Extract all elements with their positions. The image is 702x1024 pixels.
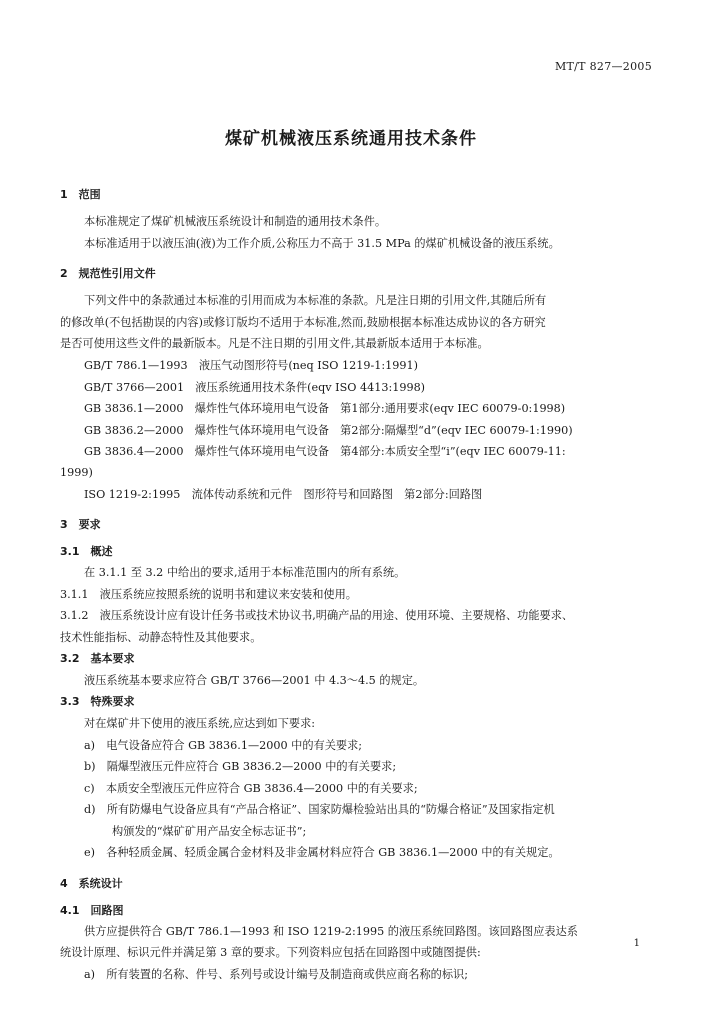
- reference-item: GB 3836.2—2000 爆炸性气体环境用电气设备 第2部分:隔爆型“d”(eqv IEC 60079-1:1990): [84, 424, 573, 437]
- section-4-1-paragraph: 供方应提供符合 GB/T 786.1—1993 和 ISO 1219-2:1995 的液压系统回路图。该回路图应表达系: [84, 925, 578, 938]
- clause-3-1-2: 技术性能指标、动静态特性及其他要求。: [60, 631, 262, 644]
- list-item: 构颁发的“煤矿矿用产品安全标志证书”;: [112, 825, 307, 838]
- section-3-2-heading: 3.2 基本要求: [60, 652, 135, 665]
- section-3-1-paragraph: 在 3.1.1 至 3.2 中给出的要求,适用于本标准范围内的所有系统。: [84, 566, 406, 579]
- page-title: 煤矿机械液压系统通用技术条件: [225, 129, 477, 149]
- list-item: c) 本质安全型液压元件应符合 GB 3836.4—2000 中的有关要求;: [84, 782, 418, 795]
- clause-3-1-1: 3.1.1 液压系统应按照系统的说明书和建议来安装和使用。: [60, 588, 357, 601]
- section-3-3-paragraph: 对在煤矿井下使用的液压系统,应达到如下要求:: [84, 717, 316, 730]
- list-item: d) 所有防爆电气设备应具有“产品合格证”、国家防爆检验站出具的“防爆合格证”及国家指定机: [84, 803, 555, 816]
- reference-item: ISO 1219-2:1995 流体传动系统和元件 图形符号和回路图 第2部分:回路图: [84, 488, 483, 501]
- list-item: e) 各种轻质金属、轻质金属合金材料及非金属材料应符合 GB 3836.1—2000 中的有关规定。: [84, 846, 560, 859]
- section-4-1-heading: 4.1 回路图: [60, 904, 124, 917]
- section-4-1-paragraph: 统设计原理、标识元件并满足第 3 章的要求。下列资料应包括在回路图中或随图提供:: [60, 946, 481, 959]
- list-item: a) 电气设备应符合 GB 3836.1—2000 中的有关要求;: [84, 739, 363, 752]
- section-1-heading: 1 范围: [60, 188, 101, 201]
- page-number: 1: [633, 938, 640, 949]
- section-2-paragraph: 的修改单(不包括勘误的内容)或修订版均不适用于本标准,然而,鼓励根据本标准达成协议的各方研究: [60, 316, 546, 329]
- section-1-paragraph: 本标准适用于以液压油(液)为工作介质,公称压力不高于 31.5 MPa 的煤矿机械设备的液压系统。: [84, 237, 560, 250]
- section-1-paragraph: 本标准规定了煤矿机械液压系统设计和制造的通用技术条件。: [84, 215, 387, 228]
- standard-code: MT/T 827—2005: [554, 60, 652, 73]
- reference-item: GB/T 3766—2001 液压系统通用技术条件(eqv ISO 4413:1998): [84, 381, 426, 394]
- section-3-2-paragraph: 液压系统基本要求应符合 GB/T 3766—2001 中 4.3～4.5 的规定。: [84, 674, 425, 687]
- list-item: a) 所有装置的名称、件号、系列号或设计编号及制造商或供应商名称的标识;: [84, 968, 468, 981]
- section-3-1-heading: 3.1 概述: [60, 545, 113, 558]
- reference-item: GB 3836.4—2000 爆炸性气体环境用电气设备 第4部分:本质安全型“i”(eqv IEC 60079-11:: [84, 445, 566, 458]
- section-2-paragraph: 是否可使用这些文件的最新版本。凡是不注日期的引用文件,其最新版本适用于本标准。: [60, 337, 489, 350]
- reference-item: 1999): [60, 466, 93, 479]
- reference-item: GB 3836.1—2000 爆炸性气体环境用电气设备 第1部分:通用要求(eqv IEC 60079-0:1998): [84, 402, 566, 415]
- section-3-3-heading: 3.3 特殊要求: [60, 695, 135, 708]
- section-3-heading: 3 要求: [60, 518, 101, 531]
- section-2-paragraph: 下列文件中的条款通过本标准的引用而成为本标准的条款。凡是注日期的引用文件,其随后所有: [84, 294, 547, 307]
- reference-item: GB/T 786.1—1993 液压气动图形符号(neq ISO 1219-1:1991): [84, 359, 419, 372]
- clause-3-1-2: 3.1.2 液压系统设计应有设计任务书或技术协议书,明确产品的用途、使用环境、主要规格、功能要求、: [60, 609, 574, 622]
- section-2-heading: 2 规范性引用文件: [60, 267, 156, 280]
- list-item: b) 隔爆型液压元件应符合 GB 3836.2—2000 中的有关要求;: [84, 760, 397, 773]
- section-4-heading: 4 系统设计: [60, 877, 123, 890]
